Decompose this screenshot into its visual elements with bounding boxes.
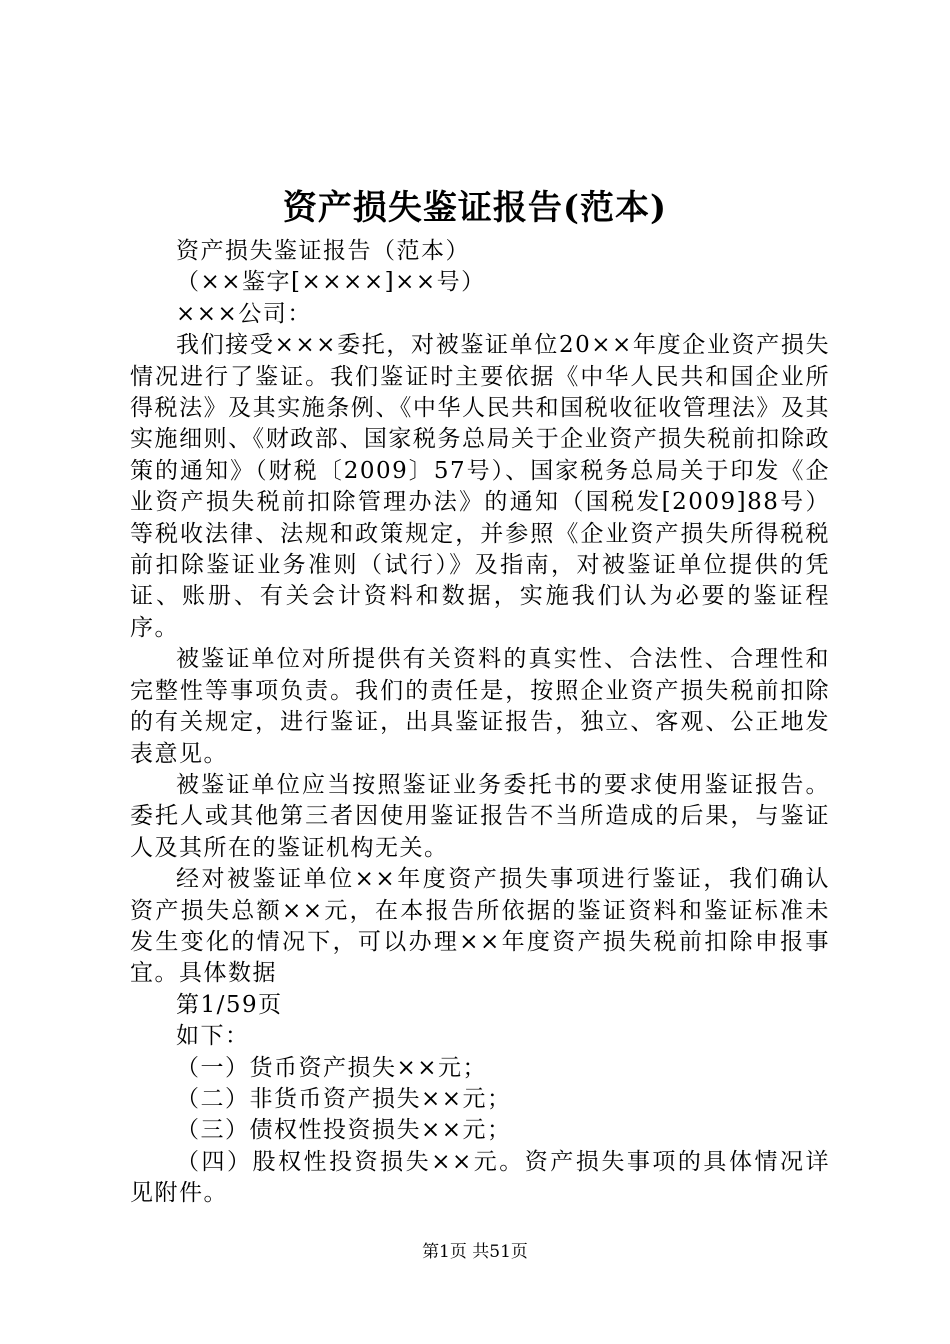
as-follows-line: 如下： [176, 1023, 250, 1050]
paragraph-conclusion: 经对被鉴证单位××年度资产损失事项进行鉴证，我们确认资产损失总额××元，在本报告所依据的鉴证资料和鉴证标准未发生变化的情况下，可以办理××年度资产损失税前扣除申报事宜。具体数据 [130, 866, 830, 987]
paragraph-usage: 被鉴证单位应当按照鉴证业务委托书的要求使用鉴证报告。委托人或其他第三者因使用鉴证报告不当所造成的后果，与鉴证人及其所在的鉴证机构无关。 [130, 771, 830, 861]
paragraph-basis: 我们接受×××委托，对被鉴证单位20××年度企业资产损失情况进行了鉴证。我们鉴证时主要依据《中华人民共和国企业所得税法》及其实施条例、《中华人民共和国税收征收管理法》及其实施细则、《财政部、国家税务总局关于企业资产损失税前扣除政策的通知》（财税〔2009〕57号）、国家税务总局关于印发《企业资产损失税前扣除管理办法》的通知（国税发[2009]88号）等税收法律、法规和政策规定，并参照《企业资产损失所得税税前扣除鉴证业务准则（试行）》及指南，对被鉴证单位提供的凭证、账册、有关会计资料和数据，实施我们认为必要的鉴证程序。 [130, 332, 830, 641]
list-item-debt-investment-loss: （三）债权性投资损失××元； [176, 1117, 512, 1144]
document-number-line: （××鉴字[××××]××号） [176, 269, 486, 296]
page-footer: 第1页 共51页 [422, 1242, 528, 1262]
inline-page-marker: 第1/59页 [176, 991, 283, 1018]
list-item-equity-investment-loss: （四）股权性投资损失××元。资产损失事项的具体情况详见附件。 [130, 1148, 830, 1207]
list-item-monetary-loss: （一）货币资产损失××元； [176, 1054, 488, 1081]
document-body [130, 236, 830, 1210]
addressee-line: ×××公司： [176, 300, 312, 327]
paragraph-responsibility: 被鉴证单位对所提供有关资料的真实性、合法性、合理性和完整性等事项负责。我们的责任是，按照企业资产损失税前扣除的有关规定，进行鉴证，出具鉴证报告，独立、客观、公正地发表意见。 [130, 646, 830, 767]
list-item-non-monetary-loss: （二）非货币资产损失××元； [176, 1085, 512, 1112]
document-title: 资产损失鉴证报告(范本) [282, 188, 668, 228]
subtitle-line: 资产损失鉴证报告（范本） [176, 238, 470, 264]
